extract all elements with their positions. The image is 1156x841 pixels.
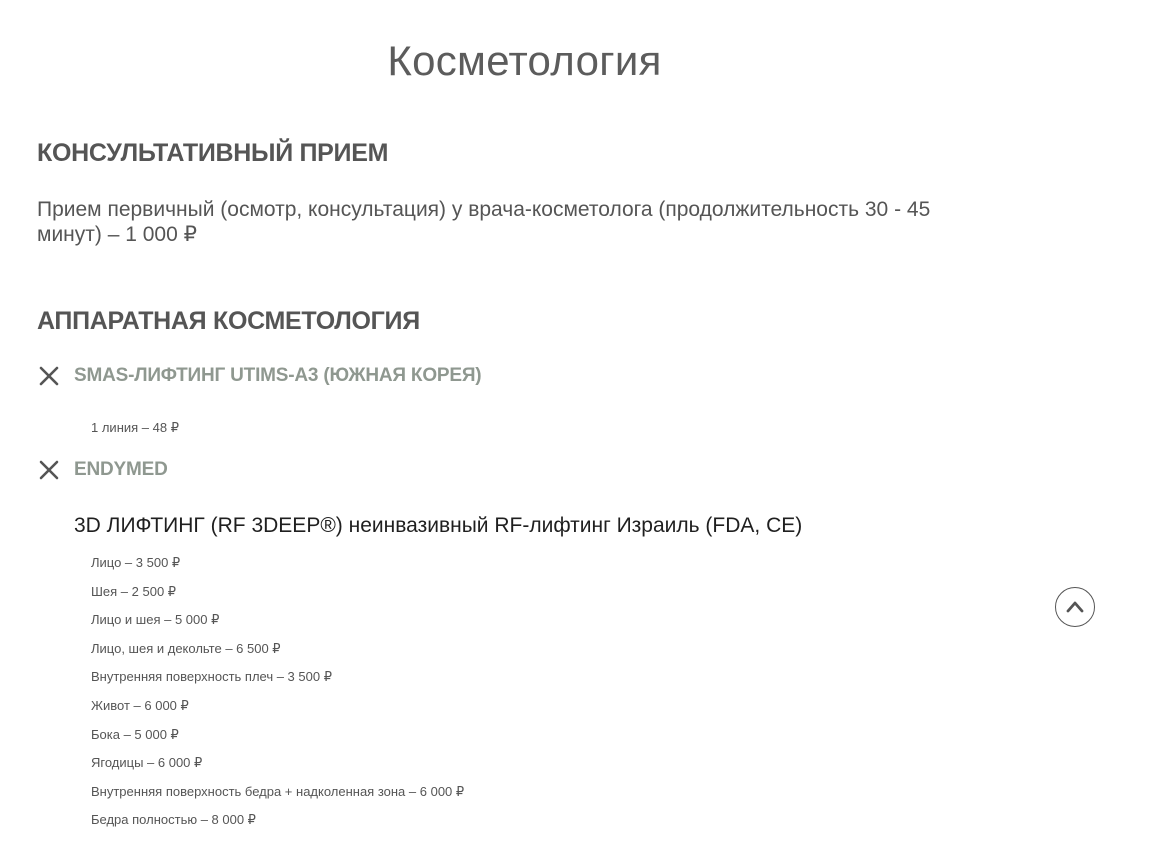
price-item: 1 линия – 48 ₽ bbox=[91, 420, 179, 435]
price-item: Живот – 6 000 ₽ bbox=[91, 697, 189, 713]
close-icon[interactable] bbox=[37, 458, 61, 482]
consultation-text: Прием первичный (осмотр, консультация) у врача-косметолога (продолжительность 30 - 45 минут) – 1 000 ₽ bbox=[37, 198, 931, 246]
endymed-subheading: 3D ЛИФТИНГ (RF 3DEEP®) неинвазивный RF-лифтинг Израиль (FDA, CE) bbox=[74, 514, 803, 537]
price-item: Лицо – 3 500 ₽ bbox=[91, 555, 181, 570]
price-item: Ягодицы – 6 000 ₽ bbox=[91, 755, 203, 771]
accordion-endymed[interactable] bbox=[37, 455, 168, 485]
close-icon[interactable] bbox=[37, 364, 61, 388]
scroll-to-top-button[interactable] bbox=[1055, 587, 1095, 627]
chevron-up-icon bbox=[1065, 597, 1085, 617]
accordion-label: ENDYMED bbox=[74, 459, 168, 480]
endymed-price-list bbox=[91, 555, 464, 841]
price-item: Внутренняя поверхность плеч – 3 500 ₽ bbox=[91, 669, 332, 685]
page-title: Косметология bbox=[387, 37, 662, 84]
price-item: Лицо, шея и декольте – 6 500 ₽ bbox=[91, 640, 281, 656]
price-item: Лицо и шея – 5 000 ₽ bbox=[91, 612, 220, 628]
consultation-heading: КОНСУЛЬТАТИВНЫЙ ПРИЕМ bbox=[37, 139, 389, 167]
price-item: Бедра полностью – 8 000 ₽ bbox=[91, 812, 256, 828]
price-item: Бока – 5 000 ₽ bbox=[91, 726, 179, 742]
hardware-cosmetology-heading: АППАРАТНАЯ КОСМЕТОЛОГИЯ bbox=[37, 307, 420, 335]
accordion-smas-lifting[interactable] bbox=[37, 361, 481, 391]
price-item: Шея – 2 500 ₽ bbox=[91, 583, 177, 599]
price-item: Внутренняя поверхность бедра + надколенная зона – 6 000 ₽ bbox=[91, 783, 465, 799]
accordion-label: SMAS-ЛИФТИНГ UTIMS-A3 (ЮЖНАЯ КОРЕЯ) bbox=[74, 365, 482, 386]
